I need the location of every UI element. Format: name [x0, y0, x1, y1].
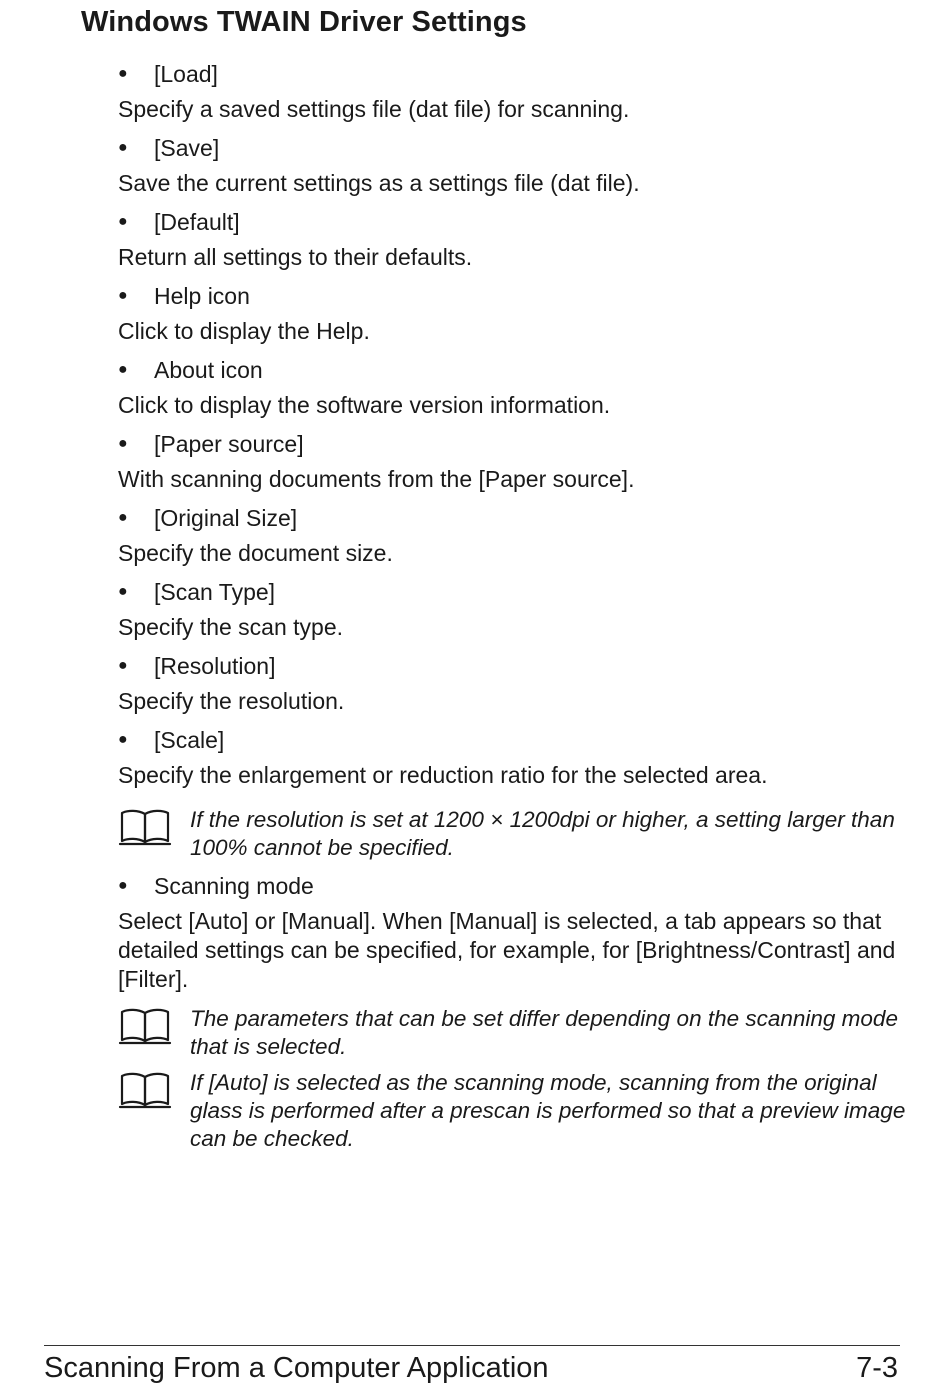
note-scale	[118, 806, 908, 862]
bullet-icon: ●	[118, 877, 128, 894]
item-description: Return all settings to their defaults.	[118, 244, 473, 270]
item-label: [Resolution]	[154, 653, 276, 679]
list-item-save	[118, 132, 908, 169]
list-item-help-icon	[118, 280, 908, 317]
list-item-scanning-mode	[118, 870, 908, 907]
bullet-icon: ●	[118, 287, 128, 304]
note-auto-prescan	[118, 1069, 908, 1153]
item-description: Save the current settings as a settings file (dat file).	[118, 170, 640, 196]
item-description: Specify the document size.	[118, 540, 393, 566]
list-item-paper-source	[118, 428, 908, 465]
item-label: [Save]	[154, 135, 220, 161]
bullet-icon: ●	[118, 509, 128, 526]
list-item-default	[118, 206, 908, 243]
bullet-icon: ●	[118, 65, 128, 82]
open-book-icon	[118, 808, 172, 846]
list-item-about-icon	[118, 354, 908, 391]
item-description: Click to display the Help.	[118, 318, 370, 344]
list-item-scan-type	[118, 576, 908, 613]
item-description: With scanning documents from the [Paper source].	[118, 466, 635, 492]
list-item-scale	[118, 724, 908, 761]
list-item-resolution	[118, 650, 908, 687]
item-description: Select [Auto] or [Manual]. When [Manual] is selected, a tab appears so that detailed settings can be specified, for example, for [Brightness/Contrast] and [Filter].	[118, 908, 896, 992]
item-label: Scanning mode	[154, 873, 314, 899]
item-label: [Load]	[154, 61, 218, 87]
item-description: Specify the scan type.	[118, 614, 344, 640]
bullet-icon: ●	[118, 435, 128, 452]
item-description: Specify a saved settings file (dat file) for scanning.	[118, 96, 630, 122]
note-text: The parameters that can be set differ depending on the scanning mode that is selected.	[190, 1006, 898, 1059]
open-book-icon	[118, 1007, 172, 1045]
item-label: [Scale]	[154, 727, 225, 753]
open-book-icon	[118, 1071, 172, 1109]
page-title: Windows TWAIN Driver Settings	[81, 6, 527, 38]
note-text: If [Auto] is selected as the scanning mode, scanning from the original glass is performed after a prescan is performed so that a preview image can be checked.	[190, 1070, 906, 1151]
item-description: Specify the enlargement or reduction ratio for the selected area.	[118, 762, 768, 788]
list-item-original-size	[118, 502, 908, 539]
page-number: 7-3	[856, 1352, 898, 1384]
item-label: [Scan Type]	[154, 579, 276, 605]
note-mode-parameters	[118, 1005, 908, 1061]
footer-divider	[44, 1345, 900, 1346]
item-description: Specify the resolution.	[118, 688, 345, 714]
footer-section-title: Scanning From a Computer Application	[44, 1352, 549, 1384]
note-text: If the resolution is set at 1200 × 1200dpi or higher, a setting larger than 100% cannot be specified.	[190, 807, 895, 860]
item-label: Help icon	[154, 283, 250, 309]
bullet-icon: ●	[118, 213, 128, 230]
bullet-icon: ●	[118, 361, 128, 378]
item-label: [Paper source]	[154, 431, 304, 457]
bullet-icon: ●	[118, 583, 128, 600]
item-label: [Default]	[154, 209, 240, 235]
bullet-icon: ●	[118, 139, 128, 156]
bullet-icon: ●	[118, 657, 128, 674]
settings-list	[118, 58, 908, 1161]
item-description: Click to display the software version information.	[118, 392, 611, 418]
list-item-load	[118, 58, 908, 95]
bullet-icon: ●	[118, 731, 128, 748]
item-label: About icon	[154, 357, 263, 383]
item-label: [Original Size]	[154, 505, 298, 531]
